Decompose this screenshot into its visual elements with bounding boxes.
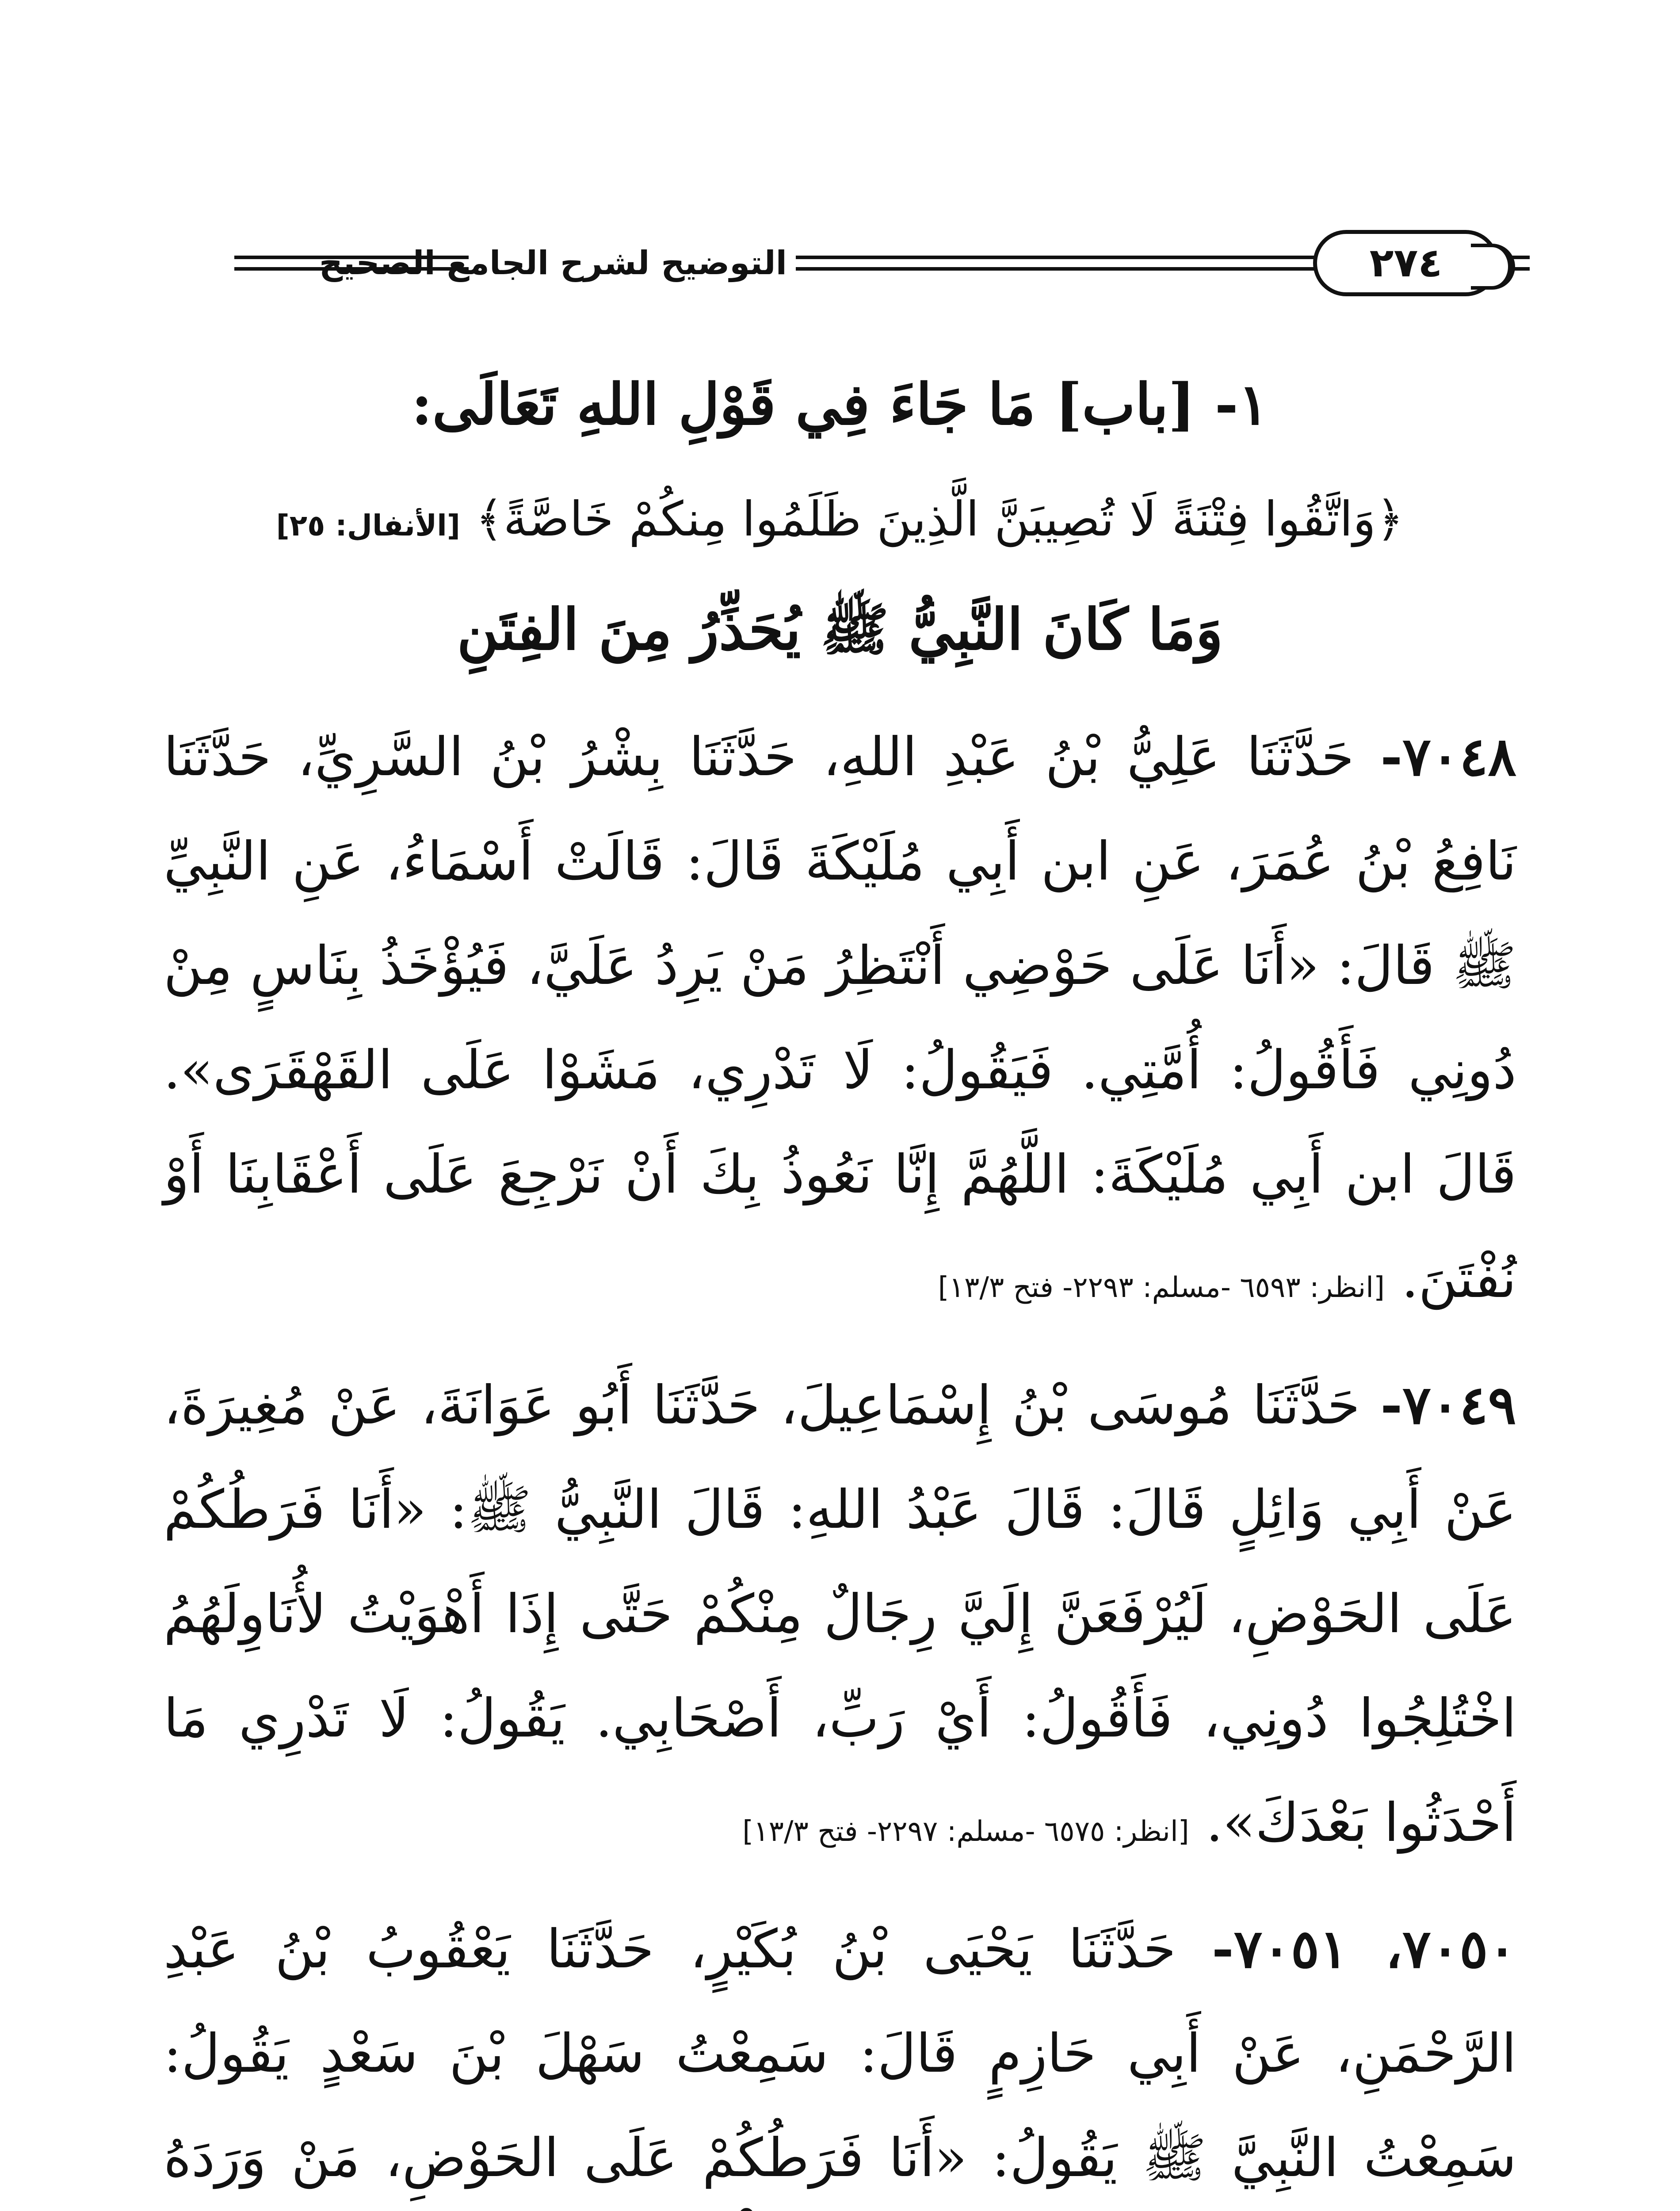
quran-verse (164, 473, 1516, 572)
hadith-number: ٧٠٥٠، ٧٠٥١- (1212, 1918, 1516, 1980)
page-header (234, 221, 1530, 305)
book-title: التوضيح لشرح الجامع الصحيح (319, 244, 787, 282)
verse-text: ﴿وَاتَّقُوا فِتْنَةً لَا تُصِيبَنَّ الَّذِينَ ظَلَمُوا مِنكُمْ خَاصَّةً﴾ (475, 492, 1404, 547)
hadith-paragraph (164, 1353, 1516, 1884)
chapter-heading: ١- [باب] مَا جَاءَ فِي قَوْلِ اللهِ تَعَالَى: (411, 371, 1269, 438)
hadith-reference: [انظر: ٦٥٧٥ -مسلم: ٢٢٩٧- فتح ١٣/٣] (742, 1815, 1189, 1848)
hadith-paragraph (164, 705, 1516, 1340)
hadith-paragraph (164, 1897, 1516, 2211)
hadith-text: حَدَّثَنَا يَحْيَى بْنُ بُكَيْرٍ، حَدَّثَنَا يَعْقُوبُ بْنُ عَبْدِ الرَّحْمَنِ، عَنْ أَبِي حَازِمٍ قَالَ: سَمِعْتُ سَهْلَ بْنَ سَعْدٍ يَقُولُ: سَمِعْتُ النَّبِيَّ ﷺ يَقُولُ: «أَنَا فَرَطُكُمْ عَلَى الحَوْضِ، مَنْ وَرَدَهُ (164, 1919, 1516, 2189)
hadith-text: حَدَّثَنَا مُوسَى بْنُ إِسْمَاعِيلَ، حَدَّثَنَا أَبُو عَوَانَةَ، عَنْ مُغِيرَةَ، عَنْ أَبِي وَائِلٍ قَالَ: قَالَ عَبْدُ اللهِ: قَالَ النَّبِيُّ ﷺ: «أَنَا فَرَطُكُمْ عَلَى الحَوْضِ، لَيُرْفَعَنَّ إِلَيَّ رِجَالٌ مِنْكُمْ حَتَّى إِذَا أَهْوَيْتُ لأُنَاوِلَهُمُ اخْتُلِجُوا دُونِي، فَأَقُولُ: أَيْ رَبِّ، أَصْحَابِي. يَقُولُ: لَا تَدْرِي مَا أَحْدَثُوا بَعْدَكَ». (164, 1375, 1516, 1854)
verse-reference: [الأنفال: ٢٥] (276, 509, 461, 543)
page-number-badge (1313, 230, 1499, 296)
hadith-number: ٧٠٤٨- (1380, 726, 1516, 788)
hadith-reference: [انظر: ٦٥٩٣ -مسلم: ٢٢٩٣- فتح ١٣/٣] (938, 1271, 1385, 1304)
hadith-text: حَدَّثَنَا عَلِيُّ بْنُ عَبْدِ اللهِ، حَدَّثَنَا بِشْرُ بْنُ السَّرِيِّ، حَدَّثَنَا نَافِعُ بْنُ عُمَرَ، عَنِ ابن أَبِي مُلَيْكَةَ قَالَ: قَالَتْ أَسْمَاءُ، عَنِ النَّبِيِّ ﷺ قَالَ: «أَنَا عَلَى حَوْضِي أَنْتَظِرُ مَنْ يَرِدُ عَلَيَّ، فَيُؤْخَذُ بِنَاسٍ مِنْ دُونِي فَأَقُولُ: أُمَّتِي. فَيَقُولُ: لَا تَدْرِي، مَشَوْا عَلَى القَهْقَرَى». قَالَ ابن أَبِي مُلَيْكَةَ: اللَّهُمَّ إِنَّا نَعُوذُ بِكَ أَنْ نَرْجِعَ عَلَى أَعْقَابِنَا أَوْ نُفْتَنَ. (164, 727, 1516, 1310)
page-content (164, 354, 1516, 2211)
page-number: ٢٧٤ (1369, 240, 1443, 286)
hadith-number: ٧٠٤٩- (1380, 1374, 1516, 1436)
chapter-subtitle: وَمَا كَانَ النَّبِيُّ ﷺ يُحَذِّرُ مِنَ الفِتَنِ (457, 597, 1223, 663)
